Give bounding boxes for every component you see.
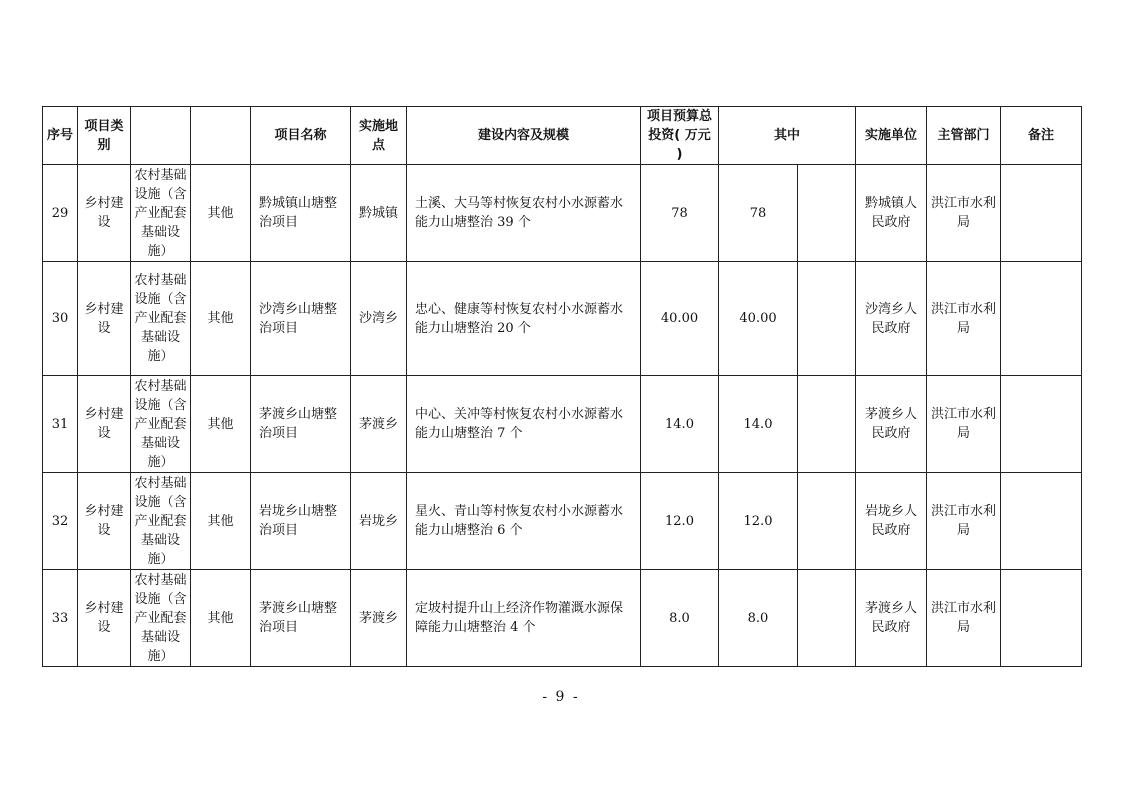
cell-seq: 32 (43, 473, 78, 570)
cell-content: 星火、青山等村恢复农村小水源蓄水能力山塘整治 6 个 (407, 473, 641, 570)
cell-category: 乡村建设 (78, 473, 131, 570)
cell-content: 定坡村提升山上经济作物灌溉水源保障能力山塘整治 4 个 (407, 570, 641, 667)
cell-category: 乡村建设 (78, 570, 131, 667)
cell-type: 其他 (191, 376, 251, 473)
header-content: 建设内容及规模 (407, 107, 641, 165)
cell-subcategory: 农村基础设施（含产业配套基础设施） (131, 262, 191, 376)
cell-content: 忠心、健康等村恢复农村小水源蓄水能力山塘整治 20 个 (407, 262, 641, 376)
header-seq: 序号 (43, 107, 78, 165)
cell-budget: 40.00 (641, 262, 719, 376)
table-row (43, 376, 1082, 473)
cell-of-which-2 (798, 165, 856, 262)
cell-of-which-1: 40.00 (719, 262, 798, 376)
cell-name: 茅渡乡山塘整治项目 (251, 570, 351, 667)
cell-of-which-1: 14.0 (719, 376, 798, 473)
cell-category: 乡村建设 (78, 262, 131, 376)
header-type (191, 107, 251, 165)
cell-unit: 沙湾乡人民政府 (856, 262, 927, 376)
cell-department: 洪江市水利局 (927, 165, 1001, 262)
table-header-row (43, 107, 1082, 165)
cell-of-which-1: 12.0 (719, 473, 798, 570)
table-row (43, 473, 1082, 570)
cell-of-which-2 (798, 473, 856, 570)
header-blank (131, 107, 191, 165)
header-category: 项目类别 (78, 107, 131, 165)
cell-department: 洪江市水利局 (927, 262, 1001, 376)
cell-subcategory: 农村基础设施（含产业配套基础设施） (131, 473, 191, 570)
header-remark: 备注 (1001, 107, 1082, 165)
cell-seq: 31 (43, 376, 78, 473)
cell-remark (1001, 570, 1082, 667)
cell-of-which-1: 78 (719, 165, 798, 262)
cell-of-which-2 (798, 262, 856, 376)
cell-remark (1001, 165, 1082, 262)
header-department: 主管部门 (927, 107, 1001, 165)
header-name: 项目名称 (251, 107, 351, 165)
cell-seq: 30 (43, 262, 78, 376)
cell-name: 茅渡乡山塘整治项目 (251, 376, 351, 473)
cell-of-which-2 (798, 570, 856, 667)
cell-remark (1001, 262, 1082, 376)
header-unit: 实施单位 (856, 107, 927, 165)
table-row (43, 165, 1082, 262)
cell-type: 其他 (191, 165, 251, 262)
cell-unit: 岩垅乡人民政府 (856, 473, 927, 570)
project-table (42, 106, 1082, 667)
header-of-which: 其中 (719, 107, 856, 165)
header-budget: 项目预算总投资( 万元 ) (641, 107, 719, 165)
cell-of-which-2 (798, 376, 856, 473)
cell-unit: 茅渡乡人民政府 (856, 376, 927, 473)
cell-subcategory: 农村基础设施（含产业配套基础设施） (131, 570, 191, 667)
cell-budget: 14.0 (641, 376, 719, 473)
page-number: - 9 - (542, 689, 580, 705)
cell-name: 岩垅乡山塘整治项目 (251, 473, 351, 570)
cell-unit: 黔城镇人民政府 (856, 165, 927, 262)
cell-department: 洪江市水利局 (927, 376, 1001, 473)
cell-name: 黔城镇山塘整治项目 (251, 165, 351, 262)
cell-seq: 33 (43, 570, 78, 667)
cell-content: 中心、关冲等村恢复农村小水源蓄水能力山塘整治 7 个 (407, 376, 641, 473)
cell-type: 其他 (191, 262, 251, 376)
cell-location: 沙湾乡 (351, 262, 407, 376)
cell-category: 乡村建设 (78, 376, 131, 473)
cell-budget: 12.0 (641, 473, 719, 570)
table-row (43, 262, 1082, 376)
cell-type: 其他 (191, 570, 251, 667)
table-row (43, 570, 1082, 667)
cell-seq: 29 (43, 165, 78, 262)
cell-of-which-1: 8.0 (719, 570, 798, 667)
cell-subcategory: 农村基础设施（含产业配套基础设施） (131, 165, 191, 262)
cell-remark (1001, 473, 1082, 570)
cell-content: 土溪、大马等村恢复农村小水源蓄水能力山塘整治 39 个 (407, 165, 641, 262)
cell-remark (1001, 376, 1082, 473)
cell-budget: 78 (641, 165, 719, 262)
cell-name: 沙湾乡山塘整治项目 (251, 262, 351, 376)
cell-department: 洪江市水利局 (927, 570, 1001, 667)
cell-department: 洪江市水利局 (927, 473, 1001, 570)
cell-unit: 茅渡乡人民政府 (856, 570, 927, 667)
cell-budget: 8.0 (641, 570, 719, 667)
cell-type: 其他 (191, 473, 251, 570)
cell-location: 岩垅乡 (351, 473, 407, 570)
cell-subcategory: 农村基础设施（含产业配套基础设施） (131, 376, 191, 473)
cell-location: 茅渡乡 (351, 570, 407, 667)
cell-location: 茅渡乡 (351, 376, 407, 473)
cell-location: 黔城镇 (351, 165, 407, 262)
cell-category: 乡村建设 (78, 165, 131, 262)
header-location: 实施地点 (351, 107, 407, 165)
